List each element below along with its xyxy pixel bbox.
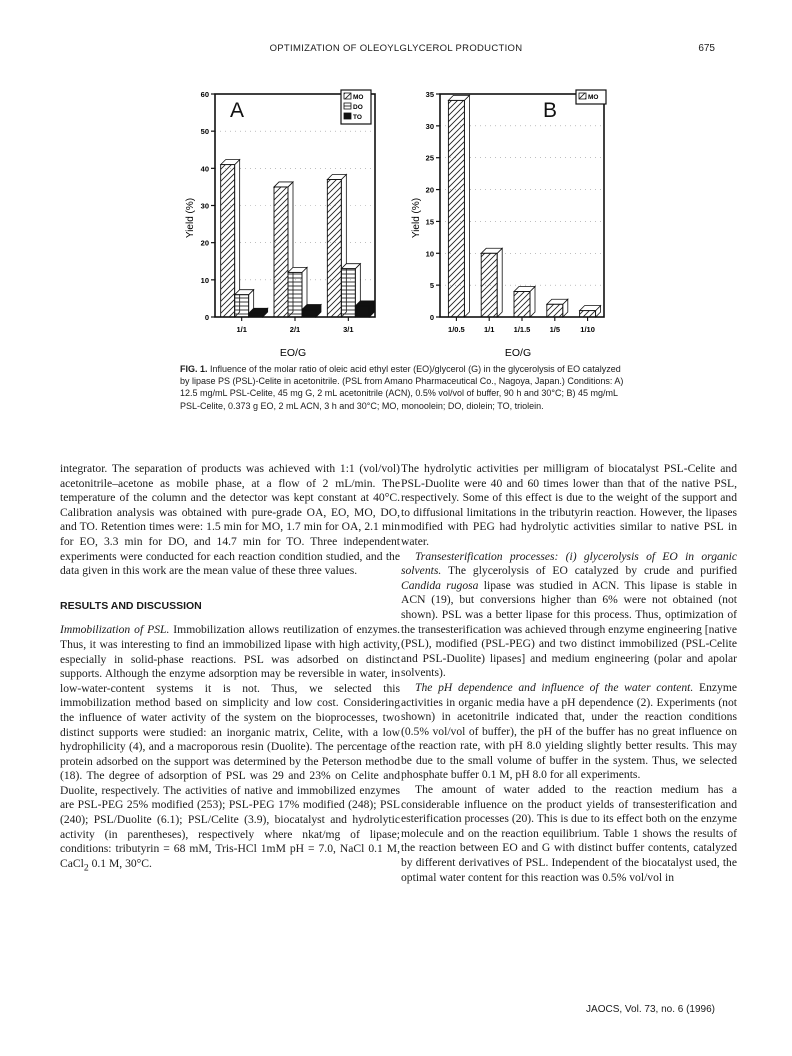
caption-text: Influence of the molar ratio of oleic acid ethyl ester (EO)/glycerol (G) in the glycerolysis of EO catalyzed by lipase PS (PSL)-Celite in acetonitrile. (PSL from Amano Pharmaceutical Co., Nagoya, Japan.) Conditions: A) 12.5 mg/mL PSL-Celite, 45 mg G, 2 mL acetonitrile (ACN), 0.5% vol/vol of buffer, 90 h and 30°C; B) 45 mg/mL PSL-Celite, 0.373 g EO, 2 mL ACN, 3 h and 30°C; MO, monoolein; DO, diolein; TO, triolein. — [180, 364, 624, 411]
bar-mo — [327, 179, 341, 317]
y-tick-label: 30 — [425, 121, 434, 131]
x-tick-label: 1/5 — [549, 325, 561, 334]
bar-do — [235, 295, 249, 317]
y-tick-label: 0 — [429, 313, 434, 322]
y-tick-label: 50 — [200, 127, 209, 137]
legend — [341, 90, 371, 124]
run-in-heading: Transesterification processes: (i) glycerolysis of EO in organic solvents. — [401, 549, 737, 578]
paragraph-text: The glycerolysis of EO catalyzed by crude and purified — [441, 564, 737, 578]
panel-a-xlabel: EO/G — [279, 347, 307, 359]
y-tick-label: 15 — [425, 217, 434, 227]
bar-mo — [274, 187, 288, 317]
panel-b-ylabel: Yield (%) — [411, 197, 422, 239]
paragraph-text: 0.1 M, 30°C. — [88, 856, 152, 870]
subscript: 2 — [83, 862, 89, 874]
bar-mo — [448, 100, 464, 317]
legend-swatch — [344, 113, 351, 119]
paragraph — [60, 623, 400, 875]
x-tick-label: 1/1 — [483, 325, 495, 334]
legend-swatch — [344, 93, 351, 99]
figure-1 — [0, 0, 792, 362]
bar-mo — [514, 292, 530, 317]
panel-a-letter: A — [230, 99, 245, 122]
section-heading: RESULTS AND DISCUSSION — [60, 599, 202, 612]
bar-to — [355, 306, 369, 317]
legend-swatch — [579, 93, 586, 99]
running-title: OPTIMIZATION OF OLEOYLGLYCEROL PRODUCTION — [269, 43, 523, 54]
bar-mo — [221, 165, 235, 317]
panel-b-letter: B — [543, 99, 558, 122]
y-tick-label: 20 — [200, 238, 209, 248]
bar-to — [249, 313, 263, 317]
x-tick-label: 2/1 — [289, 325, 301, 334]
legend-label: TO — [353, 114, 362, 121]
x-tick-label: 1/1 — [236, 325, 247, 334]
panel-b — [411, 90, 606, 359]
paragraph: The hydrolytic activities per milligram of biocatalyst PSL-Celite and PSL-Duolite were 40 and 60 times lower than that of the native PSL, respectively. Some of this effect is due to the weight of the support and to diffusional limitations in the tributyrin reaction. However, the lipases modified with PEG had hydrolytic activities similar to native PSL in water. — [401, 462, 737, 548]
bar-mo — [547, 304, 563, 317]
legend-label: DO — [353, 104, 363, 111]
journal-footer: JAOCS, Vol. 73, no. 6 (1996) — [586, 1004, 715, 1015]
y-tick-label: 5 — [429, 281, 434, 291]
y-tick-label: 30 — [200, 201, 209, 211]
legend-swatch — [344, 103, 351, 109]
paragraph — [401, 681, 737, 783]
y-tick-label: 40 — [200, 164, 209, 174]
x-tick-label: 1/1.5 — [513, 325, 531, 334]
x-tick-label: 3/1 — [343, 325, 354, 334]
paragraph-text: lipase was studied in ACN. This lipase is stable in ACN (19), but conversions higher than 6% were not obtained (not shown). PSL was a better lipase for this process. Thus, optimization of the transesterification was achieved through enzyme engineering [native (PSL), modified (PSL-PEG) and two distinct immobilized (PSL-Celite and PSL-Duolite) lipases] and medium engineering (polar and apolar solvents). — [401, 578, 737, 680]
paragraph-text: Enzyme activities in organic media have a pH dependence (2). Experiments (not shown) in acetonitrile indicated that, under the reaction conditions (0.5% vol/vol of buffer), the pH of the buffer has no great influence on the reaction rate, with pH 8.0 yielding slightly better results. This may be due to the small volume of buffer in the system. Thus, we selected phosphate buffer 0.1 M, pH 8.0 for all experiments. — [401, 680, 737, 782]
run-in-heading: The pH dependence and influence of the water content. — [415, 680, 694, 694]
bar-side — [464, 95, 469, 317]
run-in-heading: Immobilization of PSL. — [60, 623, 170, 637]
y-tick-label: 10 — [200, 275, 209, 285]
y-tick-label: 35 — [425, 90, 434, 99]
paragraph: The amount of water added to the reaction medium has a considerable influence on the product yields of transesterification and esterification processes (20). This is due to its effect both on the enzyme molecule and on the reaction equilibrium. Table 1 shows the results of the reaction between EO and G with distinct buffer contents, catalyzed by different derivatives of PSL. Independent of the biocatalyst used, the optimal water content for this reaction was 0.5% vol/vol in — [401, 783, 737, 884]
figure-caption — [180, 363, 630, 412]
x-tick-label: 1/10 — [580, 325, 595, 334]
panel-b-xlabel: EO/G — [504, 347, 532, 359]
bar-do — [288, 272, 302, 317]
x-tick-label: 1/0.5 — [448, 325, 465, 334]
species-name: Candida rugosa — [401, 578, 479, 592]
paragraph — [401, 550, 737, 681]
caption-label: FIG. 1. — [180, 364, 208, 374]
legend-label: MO — [353, 94, 364, 101]
page-number: 675 — [698, 43, 715, 54]
right-column — [401, 462, 737, 885]
legend — [576, 90, 606, 104]
paragraph: integrator. The separation of products was achieved with 1:1 (vol/vol) acetonitrile–acetone as mobile phase, at a flow of 2 mL/min. The temperature of the column and the detector was kept constant at 40°C. Calibration analysis was obtained with pure-grade OA, EO, MO, DO, and TO. Retention times were: 1.5 min for MO, 1.7 min for OA, 2.1 min for EO, 3.3 min for DO, and 14.7 min for TO. Three independent experiments were conducted for each reaction condition studied, and the data given in this work are the mean value of these three values. — [60, 462, 400, 578]
y-tick-label: 0 — [204, 313, 209, 322]
bar-do — [341, 269, 355, 317]
bar-mo — [580, 311, 596, 317]
left-column — [60, 462, 400, 876]
bar-to — [302, 310, 316, 317]
bar-side — [497, 248, 502, 317]
panel-a — [185, 90, 375, 359]
paragraph-text: Immobilization allows reutilization of enzymes. Thus, it was interesting to find an immobilized lipase with high activity, especially in solid-phase reactions. PSL was adsorbed on distinct supports. Although the enzyme adsorption may be reversible in water, in low-water-content systems it is not. Thus, we selected this immobilization method based on simplicity and low cost. Considering the influence of water activity of the system on the bioprocesses, two distinct supports were studied: an inorganic matrix, Celite, with a low hydrophilicity (4), and a macroporous resin (Duolite). The percentage of protein adsorbed on the support was determined by the Peterson method (18). The degree of adsorption of PSL was 29 and 23% on Celite and Duolite, respectively. The activities of native and immobilized enzymes are PSL-PEG 25% modified (253); PSL-PEG 17% modified (248); PSL (240); PSL/Duolite (6.1); PSL/Celite (3.9), biocatalyst and hydrolytic activity (in parentheses), respectively where nkat/mg of lipase; conditions: tributyrin = 68 mM, Tris-HCl 1mM pH = 7.0, NaCl 0.1 M, CaCl — [60, 623, 400, 870]
y-tick-label: 10 — [425, 249, 434, 259]
legend-label: MO — [588, 94, 599, 101]
y-tick-label: 20 — [425, 185, 434, 195]
y-tick-label: 25 — [425, 153, 434, 163]
y-tick-label: 60 — [200, 90, 209, 99]
bar-mo — [481, 253, 497, 317]
panel-a-ylabel: Yield (%) — [185, 197, 196, 239]
